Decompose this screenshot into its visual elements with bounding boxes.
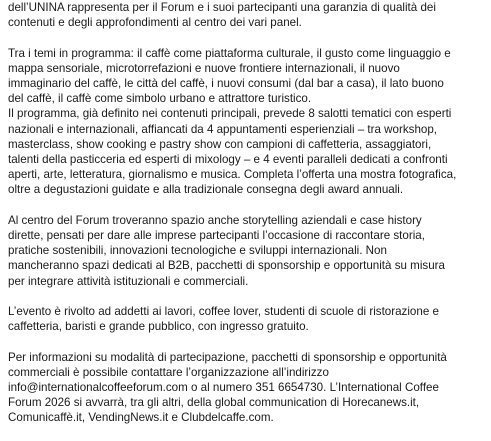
text-line: oltre a degustazioni guidate e alla tradizionale consegna degli award annuali.: [8, 183, 404, 197]
text-line: per integrare attività istituzionali e commerciali.: [8, 274, 249, 288]
article-body: [8, 0, 488, 441]
text-line: talenti della pasticceria ed esperti di mixology – e 4 eventi paralleli dedicati a confronti: [8, 153, 448, 167]
text-line: Per informazioni su modalità di partecipazione, pacchetti di sponsorship e opportunità: [8, 350, 447, 364]
text-line: mancheranno spazi dedicati al B2B, pacchetti di sponsorship e opportunità su misura: [8, 259, 445, 273]
paragraph-contacts: [8, 350, 488, 426]
text-line: Tra i temi in programma: il caffè come piattaforma culturale, il gusto come linguaggio e: [8, 46, 451, 60]
text-line: info@internationalcoffeeforum.com o al numero 351 6654730. L’International Coffee: [8, 381, 439, 395]
paragraph-program: [8, 46, 488, 198]
text-line: aperti, arte, letteratura, giornalismo e musica. Completa l’offerta una mostra fotografica,: [8, 168, 457, 182]
text-line: mappa sensoriale, microtorrefazioni e nuove frontiere internazionali, il nuovo: [8, 61, 400, 75]
text-line: pratiche sostenibili, innovazioni tecnologiche e sviluppi internazionali. Non: [8, 244, 387, 258]
text-line: caffetteria, baristi e grande pubblico, con ingresso gratuito.: [8, 320, 309, 334]
text-line: Comunicaffè.it, VendingNews.it e Clubdelcaffe.com.: [8, 411, 274, 425]
text-line: Forum 2026 si avvarrà, tra gli altri, della global communication di Horecanews.it,: [8, 396, 420, 410]
text-line: L’evento è rivolto ad addetti ai lavori, coffee lover, studenti di scuole di ristorazione e: [8, 305, 439, 319]
text-line: del caffè, il caffè come simbolo urbano e attrattore turistico.: [8, 92, 312, 106]
paragraph-storytelling: [8, 213, 488, 289]
text-line: Il programma, già definito nei contenuti principali, prevede 8 salotti tematici con esperti: [8, 107, 452, 121]
text-line: nazionali e internazionali, affiancati da 4 appuntamenti esperienziali – tra workshop,: [8, 122, 438, 136]
text-line: commerciali è possibile contattare l’organizzazione all’indirizzo: [8, 365, 329, 379]
text-line: Al centro del Forum troveranno spazio anche storytelling aziendali e case history: [8, 213, 422, 227]
text-line: contenuti e degli approfondimenti al centro dei vari panel.: [8, 16, 302, 30]
text-line: masterclass, show cooking e pastry show con campioni di caffetteria, assaggiatori,: [8, 137, 432, 151]
text-line: dirette, pensati per dare alle imprese partecipanti l’occasione di raccontare storia,: [8, 229, 425, 243]
paragraph-audience: [8, 304, 488, 334]
text-line: immaginario del caffè, le città del caffè, i nuovi consumi (dal bar a casa), il lato buono: [8, 77, 444, 90]
paragraph-unina: [8, 0, 488, 30]
text-line: dell’UNINA rappresenta per il Forum e i suoi partecipanti una garanzia di qualità dei: [8, 1, 436, 14]
